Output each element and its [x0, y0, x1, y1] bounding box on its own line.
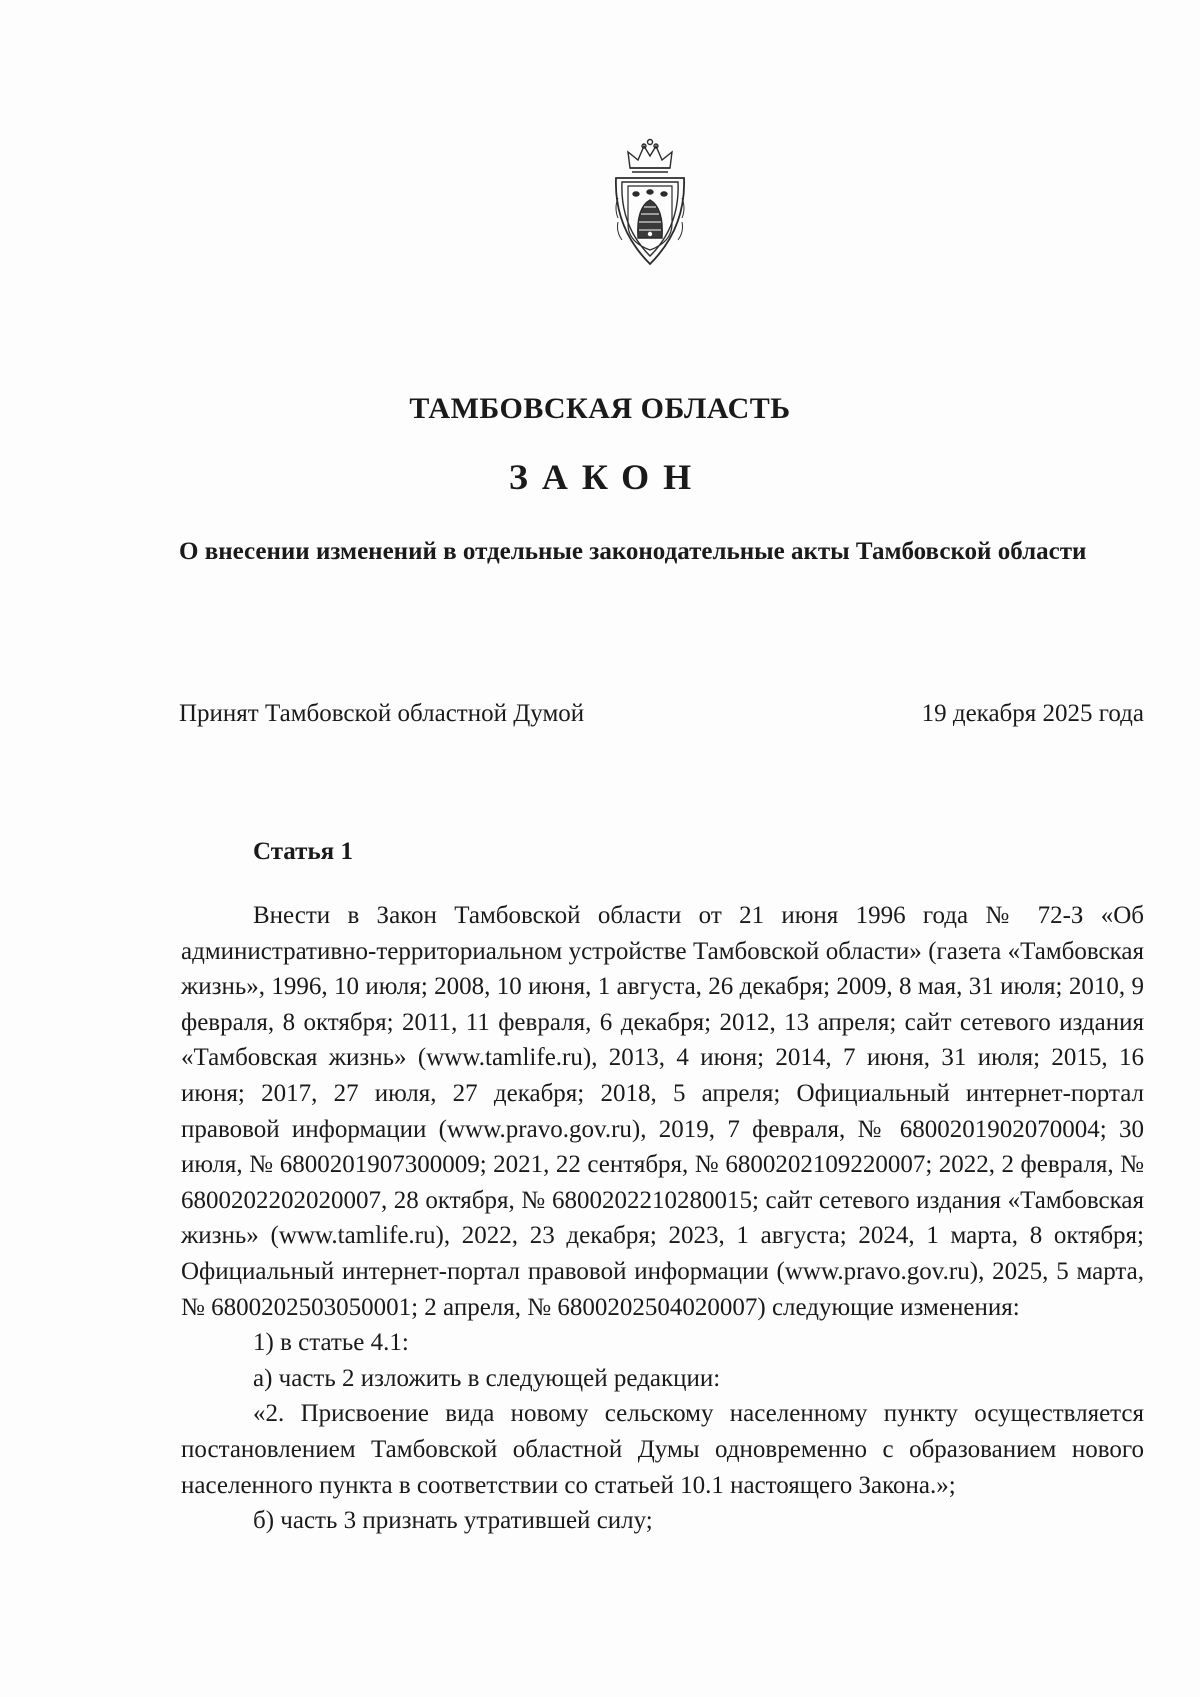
document-type-title: ЗАКОН: [508, 457, 706, 497]
article-body: [181, 898, 1144, 1539]
item-1a: а) часть 2 изложить в следующей редакции:: [253, 1364, 721, 1392]
coat-of-arms-emblem: [608, 138, 692, 270]
document-subject: О внесении изменений в отдельные законодательные акты Тамбовской области: [179, 538, 1087, 565]
article-heading: Статья 1: [253, 838, 353, 865]
adopted-by-text: Принят Тамбовской областной Думой: [179, 700, 585, 727]
region-title: ТАМБОВСКАЯ ОБЛАСТЬ: [409, 392, 791, 425]
adoption-row: [179, 700, 1144, 728]
item-1b: б) часть 3 признать утратившей силу;: [253, 1507, 653, 1535]
article-intro-paragraph: Внести в Закон Тамбовской области от 21 июня 1996 года № 72-З «Об административно-территориальном устройстве Тамбовской области» (газета «Тамбовская жизнь», 1996, 10 июля; 2008, 10 июня, 1 августа, 26 декабря; 2009, 8 мая, 31 июля; 2010, 9 февраля, 8 октября; 2011, 11 февраля, 6 декабря; 2012, 13 апреля; сайт сетевого издания «Тамбовская жизнь» (www.tamlife.ru), 2013, 4 июня; 2014, 7 июня, 31 июля; 2015, 16 июня; 2017, 27 июля, 27 декабря; 2018, 5 апреля; Официальный интернет-портал правовой информации (www.pravo.gov.ru), 2019, 7 февраля, № 6800201902070004; 30 июля, № 6800201907300009; 2021, 22 сентября, № 6800202109220007; 2022, 2 февраля, № 6800202202020007, 28 октября, № 6800202210280015; сайт сетевого издания «Тамбовская жизнь» (www.tamlife.ru), 2022, 23 декабря; 2023, 1 августа; 2024, 1 марта, 8 октября; Официальный интернет-портал правовой информации (www.pravo.gov.ru), 2025, 5 марта, № 6800202503050001; 2 апреля, № 6800202504020007) следующие изменения:: [181, 902, 1144, 1321]
quoted-amendment: «2. Присвоение вида новому сельскому населенному пункту осуществляется постановлением Тамбовской областной Думы одновременно с образованием нового населенного пункта в соответствии со статьей 10.1 настоящего Закона.»;: [181, 1400, 1144, 1499]
adoption-date: 19 декабря 2025 года: [921, 700, 1144, 727]
item-1: 1) в статье 4.1:: [253, 1329, 409, 1357]
